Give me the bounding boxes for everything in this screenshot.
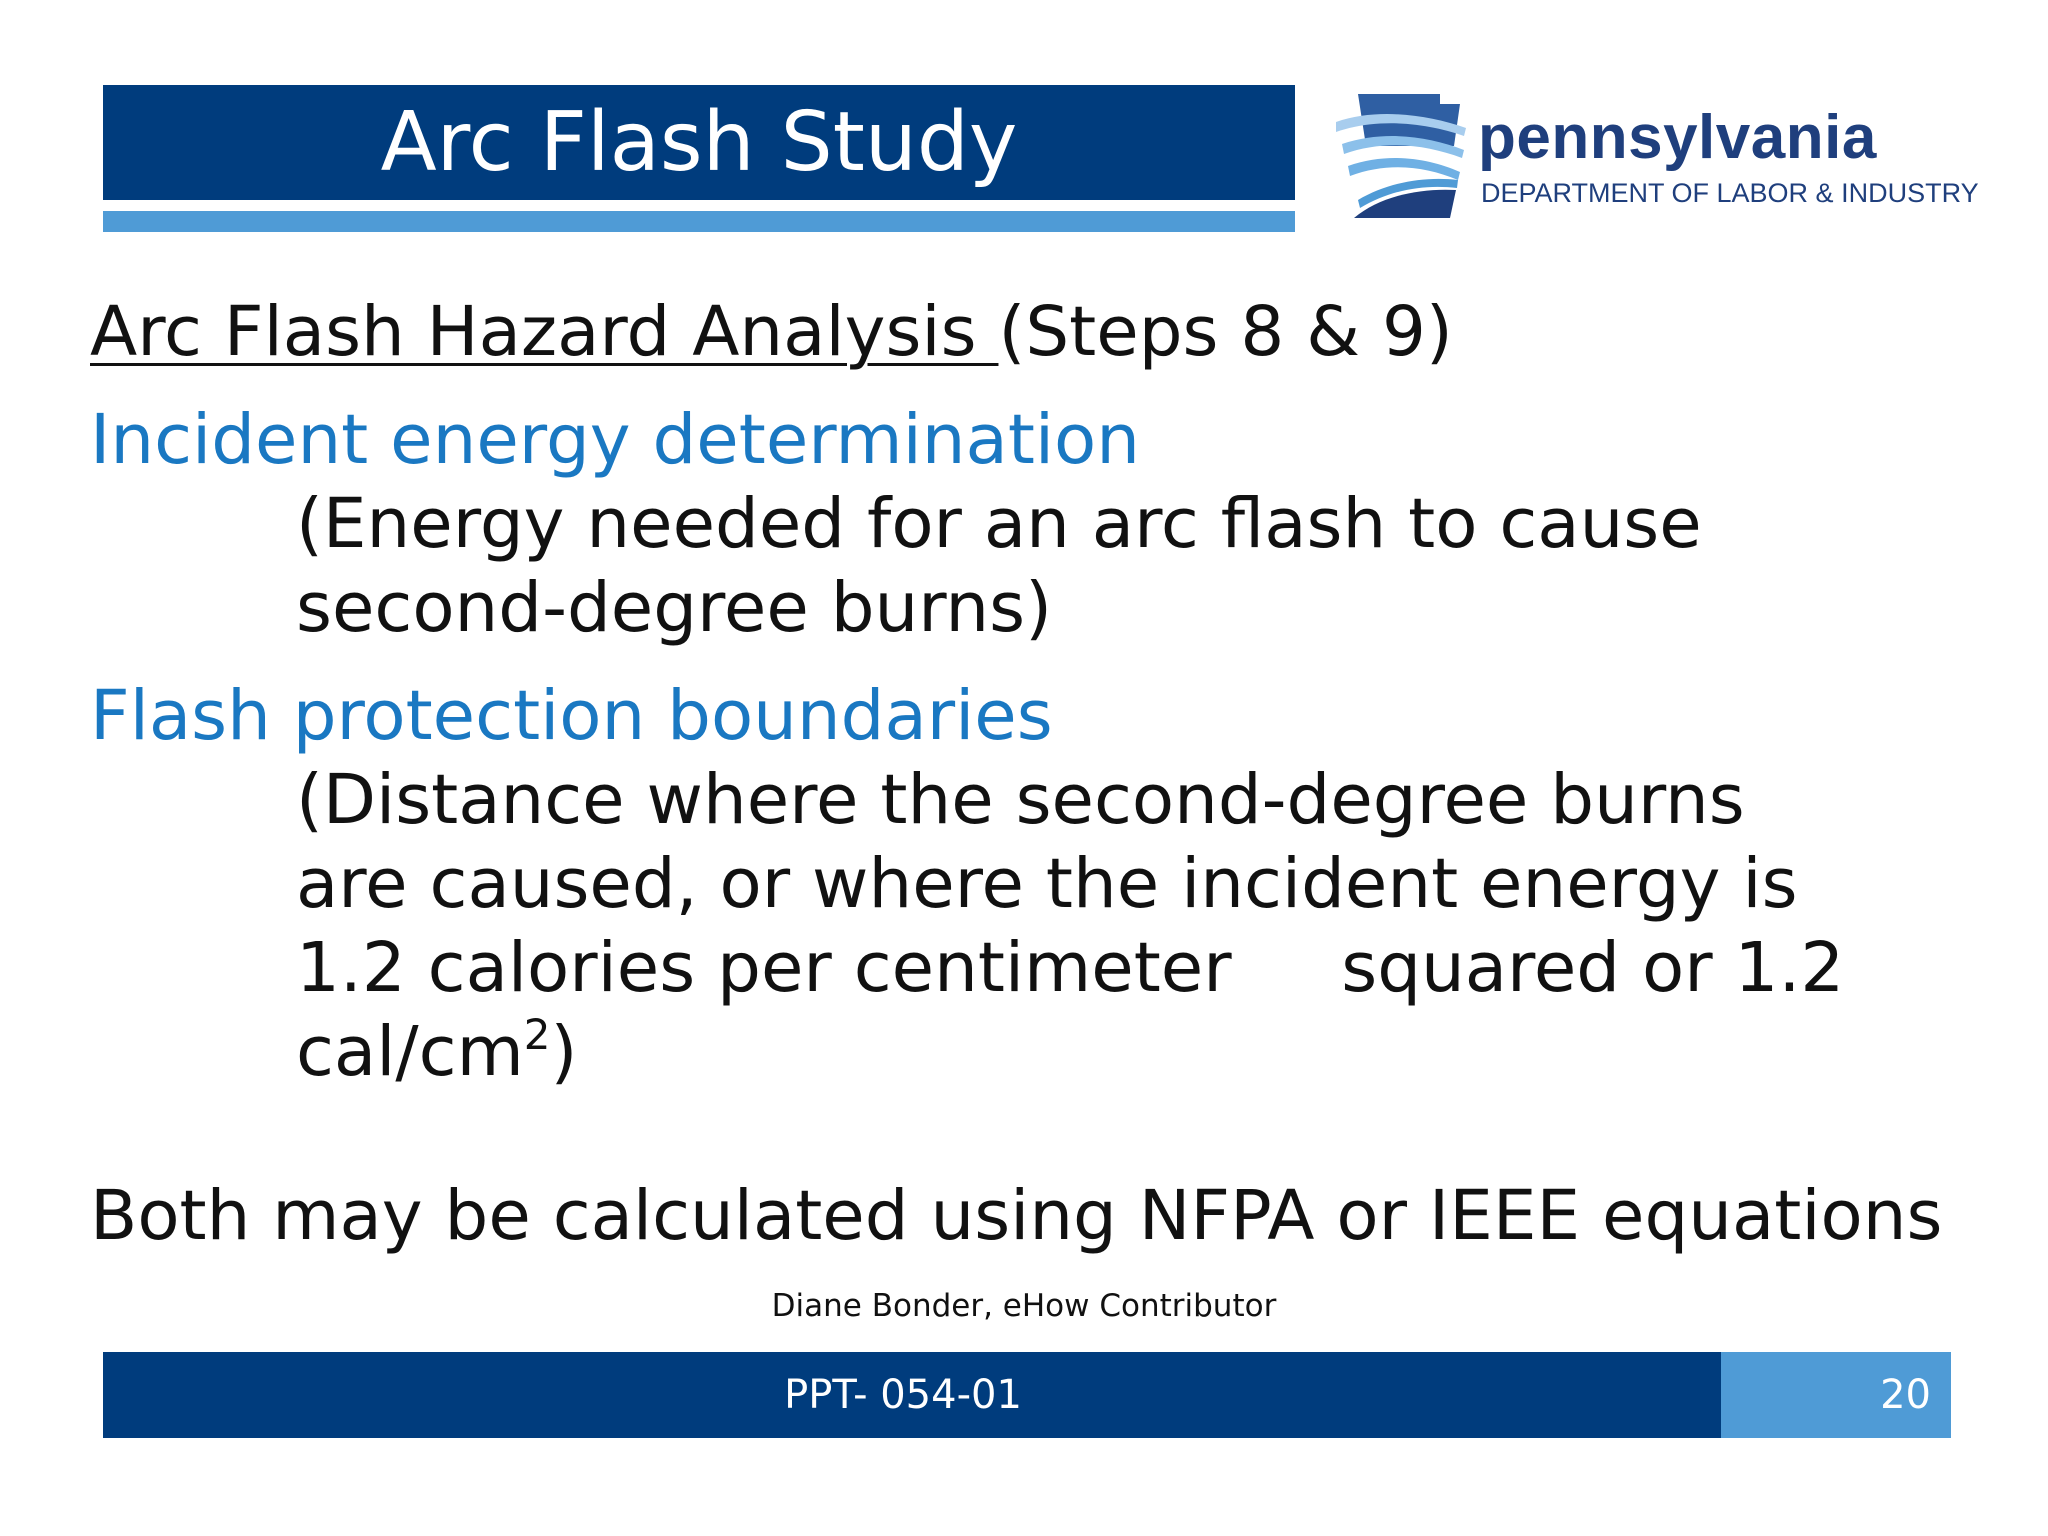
item-flash-boundaries-desc-line: are caused, or where the incident energy is [296, 844, 1798, 924]
item-incident-energy-term: Incident energy determination [90, 400, 1140, 480]
title-accent-stripe [103, 211, 1295, 232]
item-flash-boundaries-desc-line [296, 1010, 577, 1094]
pa-keystone-logo-icon [1336, 92, 1471, 222]
item-flash-boundaries-desc-line: (Distance where the second-degree burns [296, 760, 1745, 840]
logo-department: DEPARTMENT OF LABOR & INDUSTRY [1481, 178, 1979, 208]
footer-page-number: 20 [1880, 1372, 1931, 1418]
item-flash-boundaries-desc-line: 1.2 calories per centimeter squared or 1.2 [296, 928, 1845, 1008]
item-incident-energy-desc-line: (Energy needed for an arc flash to cause [296, 484, 1702, 564]
slide-title: Arc Flash Study [380, 95, 1018, 190]
pa-labor-industry-logo [1336, 92, 1979, 222]
conclusion-text: Both may be calculated using NFPA or IEEE equations [90, 1176, 1943, 1256]
item-incident-energy-desc-line: second-degree burns) [296, 568, 1053, 648]
heading-underlined: Arc Flash Hazard Analysis [90, 292, 999, 372]
footer-presentation-code: PPT- 054-01 [784, 1372, 1022, 1418]
item-flash-boundaries-term: Flash protection boundaries [90, 676, 1053, 756]
closing-paren: ) [550, 1012, 578, 1092]
heading-steps: (Steps 8 & 9) [998, 292, 1453, 372]
unit-superscript: 2 [523, 1010, 551, 1059]
unit-text: cal/cm [296, 1012, 524, 1092]
logo-wordmark: pennsylvania [1478, 103, 1877, 172]
section-heading [90, 290, 1453, 374]
image-credit: Diane Bonder, eHow Contributor [771, 1288, 1277, 1324]
